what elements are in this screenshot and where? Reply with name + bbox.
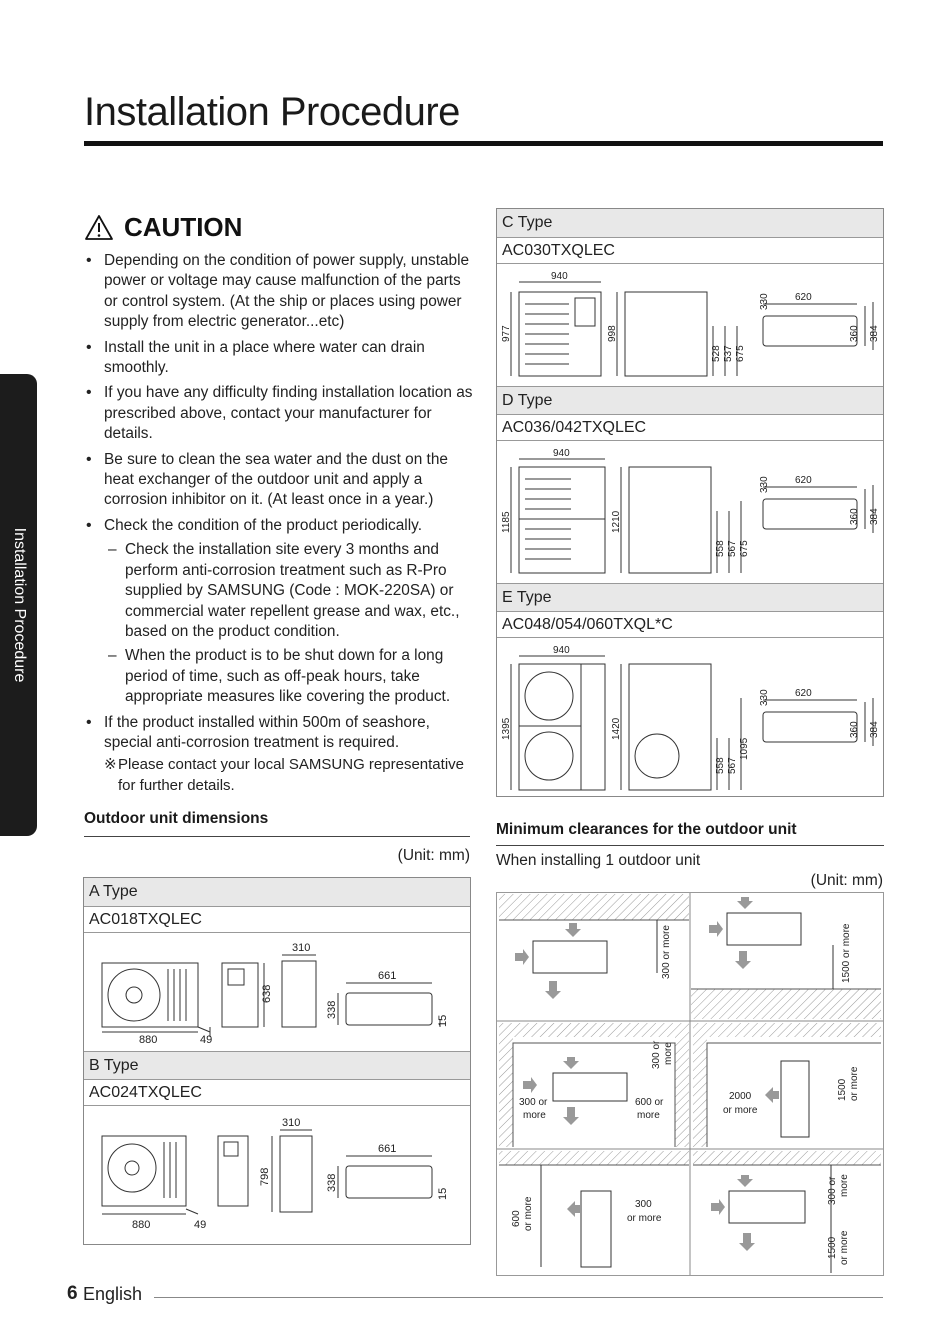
dim-c-537: 537 [723,345,734,362]
title-rule [84,141,883,146]
caution-item [84,516,474,708]
type-a-diagram [84,933,470,1051]
clearance-label-p6d: or more [839,1230,850,1265]
dim-b-49: 49 [194,1219,207,1231]
dim-d-384: 384 [869,508,880,525]
clearances-subheading: When installing 1 outdoor unit [496,852,701,869]
type-c-label: C Type [497,209,883,238]
dim-c-940: 940 [551,271,568,282]
caution-item-text: If the product installed within 500m of seashore, special anti-corrosion treatment is required. [104,713,430,751]
clearance-label-p3b: more [523,1110,546,1121]
dim-b-798: 798 [259,1167,271,1186]
clearance-label-p4c: 1500 [837,1078,848,1101]
caution-item: • If you have any difficulty finding installation location as prescribed above, contact your manufacturer for details. [84,383,474,444]
type-a-model: AC018TXQLEC [84,907,470,933]
clearance-label-p4a: 2000 [729,1091,752,1102]
type-e-model: AC048/054/060TXQL*C [497,612,883,638]
dim-b-310: 310 [282,1117,301,1129]
note-text: Please contact your local SAMSUNG representative for further details. [118,756,464,794]
type-b-label: B Type [84,1051,470,1080]
dim-e-1395: 1395 [501,717,512,740]
dim-b-661: 661 [378,1143,397,1155]
dim-a-661: 661 [378,970,397,982]
caution-item: • Be sure to clean the sea water and the dust on the heat exchanger of the outdoor unit and apply a corrosion inhibitor on it. (At least once in a year.) [84,450,474,511]
clearance-label-p3e: 600 or [635,1097,664,1108]
dim-c-620: 620 [795,292,812,303]
caution-item: • Depending on the condition of power supply, unstable power or voltage may cause malfunction of the parts or control system. (At the ship or places using power supply from electric generator...etc) [84,251,474,333]
caution-title: CAUTION [124,212,243,242]
dim-e-384: 384 [869,721,880,738]
clearance-label-p5a: 600 [511,1210,522,1227]
dim-c-675: 675 [735,345,746,362]
dim-d-330: 330 [759,476,770,493]
caution-item-text: Check the condition of the product periodically. [104,516,422,534]
caution-item: • Install the unit in a place where water can drain smoothly. [84,338,474,379]
page-title: Installation Procedure [84,90,460,134]
caution-note [104,755,474,796]
dim-c-360: 360 [849,325,860,342]
footer-rule [154,1297,883,1298]
dim-e-360: 360 [849,721,860,738]
dim-d-1185: 1185 [501,511,512,533]
side-tab-label: Installation Procedure [10,527,28,683]
clearance-label-p2: 1500 or more [841,923,852,983]
clearance-label-p1: 300 or more [661,925,672,979]
dim-a-15: 15 [437,1014,449,1027]
dimensions-heading: Outdoor unit dimensions [84,810,269,827]
dimension-table-ab [83,877,471,1245]
clearances-heading: Minimum clearances for the outdoor unit [496,821,797,838]
dimensions-rule [84,836,470,837]
page-number: 6 [67,1283,78,1304]
footer-language: English [83,1284,143,1304]
type-e-label: E Type [497,583,883,612]
dim-d-940: 940 [553,448,570,459]
side-tab [0,374,37,836]
type-d-diagram [497,441,883,583]
dim-d-558: 558 [715,540,726,557]
caution-sublist [104,540,474,707]
dim-b-15: 15 [437,1187,449,1200]
dim-a-638: 638 [261,984,273,1003]
caution-item [84,713,474,797]
type-b-model: AC024TXQLEC [84,1080,470,1106]
dim-d-360: 360 [849,508,860,525]
dim-d-1210: 1210 [611,510,622,533]
dim-c-977: 977 [501,325,512,342]
clearance-label-p6b: more [839,1174,850,1197]
dim-b-338: 338 [326,1173,338,1192]
dim-c-528: 528 [711,345,722,362]
type-b-diagram [84,1106,470,1244]
dimensions-unit: (Unit: mm) [397,847,470,864]
dim-e-558: 558 [715,757,726,774]
clearance-label-p5b: or more [523,1196,534,1231]
caution-section [84,212,474,801]
clearances-rule [496,845,884,846]
dim-d-620: 620 [795,475,812,486]
type-e-diagram [497,638,883,798]
clearance-label-p4d: or more [849,1066,860,1101]
dim-e-567: 567 [727,757,738,774]
dim-e-620: 620 [795,688,812,699]
clearance-label-p3c: 300 or [651,1040,662,1069]
dim-e-940: 940 [553,645,570,656]
clearance-label-p6c: 1500 [827,1236,838,1259]
dim-a-880: 880 [139,1034,158,1046]
clearance-label-p5d: or more [627,1213,662,1224]
caution-list [84,251,474,796]
warning-triangle-icon [84,214,114,241]
caution-subitem: – Check the installation site every 3 months and perform anti-corrosion treatment such as R-Pro supplied by SAMSUNG (Code : MOK-220SA) or commercial water repellent grease and wax, etc., based on the product condition. [104,540,474,642]
caution-subitem: – When the product is to be shut down for a long period of time, such as off-peak hours, take appropriate measures like covering the product. [104,646,474,707]
dim-d-675: 675 [739,540,750,557]
caution-heading [84,212,474,243]
dim-e-1095: 1095 [739,737,750,760]
clearance-diagram [496,892,884,1276]
dim-c-330: 330 [759,293,770,310]
clearance-label-p3d: more [663,1042,674,1065]
dim-e-1420: 1420 [611,717,622,740]
type-c-model: AC030TXQLEC [497,238,883,264]
dim-c-384: 384 [869,325,880,342]
dim-a-310: 310 [292,942,311,954]
clearance-label-p6a: 300 or [827,1176,838,1205]
dim-e-330: 330 [759,689,770,706]
dim-a-338: 338 [326,1000,338,1019]
dim-b-880: 880 [132,1219,151,1231]
type-c-diagram [497,264,883,386]
type-a-label: A Type [84,878,470,907]
clearance-label-p5c: 300 [635,1199,652,1210]
type-d-model: AC036/042TXQLEC [497,415,883,441]
clearance-label-p3a: 300 or [519,1097,548,1108]
clearance-label-p4b: or more [723,1105,758,1116]
dim-a-49: 49 [200,1034,213,1046]
clearances-unit: (Unit: mm) [810,872,883,889]
type-d-label: D Type [497,386,883,415]
dim-d-567: 567 [727,540,738,557]
clearance-label-p3f: more [637,1110,660,1121]
dimension-table-cde [496,208,884,797]
note-mark: ※ [104,756,117,774]
dim-c-998: 998 [607,325,618,342]
